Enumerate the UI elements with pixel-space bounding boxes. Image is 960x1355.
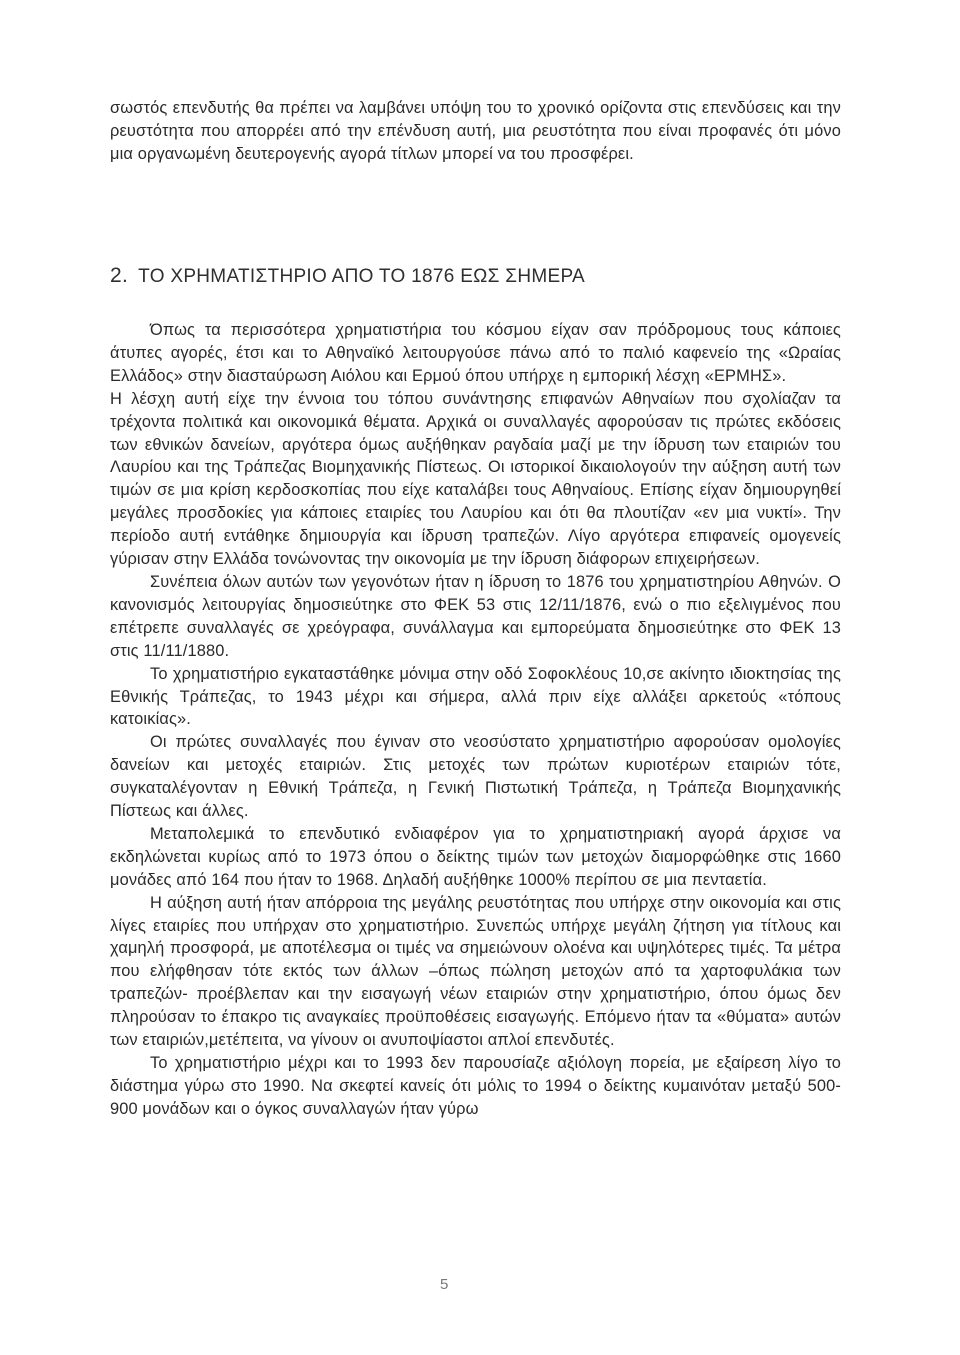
paragraph: Η αύξηση αυτή ήταν απόρροια της μεγάλης ρευστότητας που υπήρχε στην οικονομία και στις λίγες εταιρίες που υπήρχαν στο χρηματιστήριο. Συνεπώς υπήρχε μεγάλη ζήτηση για τίτλους και χαμηλή προσφορά, με αποτέλεσμα οι τιμές να σημειώνουν ολοένα και υψηλότερες τιμές. Τα μέτρα που ελήφθησαν τότε εκτός των άλλων –όπως πώληση μετοχών από τα χαρτοφυλάκια των τραπεζών- προέβλεπαν και την εισαγωγή νέων εταιριών στην χρηματιστήριο, όπου όμως δεν πληρούσαν το έπακρο τις αναγκαίες προϋποθέσεις εισαγωγής. Επόμενο ήταν τα «θύματα» αυτών των εταιριών,μετέπειτα, να γίνουν οι ανυποψίαστοι απλοί επενδυτές. xyxy=(110,893,841,1050)
section-title: ΤΟ ΧΡΗΜΑΤΙΣΤΗΡΙΟ ΑΠΟ ΤΟ 1876 ΕΩΣ ΣΗΜΕΡΑ xyxy=(138,266,585,287)
paragraph: Οι πρώτες συναλλαγές που έγιναν στο νεοσύστατο χρηματιστήριο αφορούσαν ομολογίες δανείων και μετοχές εταιριών. Στις μετοχές των πρώτων κυριοτέρων εταιριών τότε, συγκαταλέγονταν η Εθνική Τράπεζα, η Γενική Πιστωτική Τράπεζα, η Τράπεζα Βιομηχανικής Πίστεως και άλλες. xyxy=(110,733,841,821)
paragraph: Η λέσχη αυτή είχε την έννοια του τόπου συνάντησης επιφανών Αθηναίων που σχολίαζαν τα τρέχοντα πολιτικά και οικονομικά θέματα. Αρχικά οι συναλλαγές αφορούσαν τις πρώτες εκδόσεις των εθνικών δανείων, αργότερα όμως αυξήθηκαν ραγδαία μαζί με την ίδρυση των εταιριών του Λαυρίου και της Τράπεζας Βιομηχανικής Πίστεως. Οι ιστορικοί δικαιολογούν την αύξηση αυτή των τιμών σε μια κρίση κερδοσκοπίας που είχε καταλάβει τους Αθηναίους. Επίσης είχαν δημιουργηθεί μεγάλες προσδοκίες για κάποιες εταιρίες του Λαυρίου και ότι θα πλουτίζαν «εν μια νυκτί». Την περίοδο αυτή εντάθηκε δημιουργία και ίδρυση τραπεζών. Λίγο αργότερα επιφανείς ομογενείς γύρισαν στην Ελλάδα τονώνοντας την οικονομία με την ίδρυση διάφορων επιχειρήσεων. xyxy=(110,389,841,569)
paragraph: Μεταπολεμικά το επενδυτικό ενδιαφέρον για το χρηματιστηριακή αγορά άρχισε να εκδηλώνεται κυρίως από το 1973 όπου ο δείκτης τιμών των μετοχών διαμορφώθηκε στις 1660 μονάδες από 164 που ήταν το 1968. Δηλαδή αυξήθηκε 1000% περίπου σε μια πενταετία. xyxy=(110,824,841,889)
paragraph: Όπως τα περισσότερα χρηματιστήρια του κόσμου είχαν σαν πρόδρομους τους κάποιες άτυπες αγορές, έτσι και το Αθηναϊκό λειτουργούσε πάνω από το παλιό καφενείο της «Ωραίας Ελλάδος» στην διασταύρωση Αιόλου και Ερμού όπου υπήρχε η εμπορική λέσχη «ΕΡΜΗΣ». xyxy=(110,321,841,385)
paragraph: σωστός επενδυτής θα πρέπει να λαμβάνει υπόψη του το χρονικό ορίζοντα στις επενδύσεις και την ρευστότητα που απορρέει από την επένδυση αυτή, μια ρευστότητα που είναι προφανές ότι μόνο μια οργανωμένη δευτερογενής αγορά τίτλων μπορεί να του προσφέρει. xyxy=(110,99,841,163)
paragraph: Συνέπεια όλων αυτών των γεγονότων ήταν η ίδρυση το 1876 του χρηματιστηρίου Αθηνών. Ο κανονισμός λειτουργίας δημοσιεύτηκε στο ΦΕΚ 53 στις 12/11/1876, ενώ ο πιο εξελιγμένος που επέτρεπε συναλλαγές σε χρεόγραφα, συνάλλαγμα και εμπορεύματα δημοσιεύτηκε στο ΦΕΚ 13 στις 11/11/1880. xyxy=(110,572,841,660)
section-body xyxy=(110,319,841,1121)
section-number: 2. xyxy=(110,264,129,287)
page-number: 5 xyxy=(440,1276,449,1293)
paragraph: Το χρηματιστήριο εγκαταστάθηκε μόνιμα στην οδό Σοφοκλέους 10,σε ακίνητο ιδιοκτησίας της Εθνικής Τράπεζας, το 1943 μέχρι και σήμερα, αλλά πριν είχε αλλάξει αρκετούς «τόπους κατοικίας». xyxy=(110,664,841,729)
paragraph: Το χρηματιστήριο μέχρι και το 1993 δεν παρουσίαζε αξιόλογη πορεία, με εξαίρεση λίγο το διάστημα γύρω στο 1990. Να σκεφτεί κανείς ότι μόλις το 1994 ο δείκτης κυμαινόταν μεταξύ 500-900 μονάδων και ο όγκος συναλλαγών ήταν γύρω xyxy=(110,1054,841,1118)
intro-paragraph xyxy=(110,97,841,166)
section-heading xyxy=(110,264,585,288)
